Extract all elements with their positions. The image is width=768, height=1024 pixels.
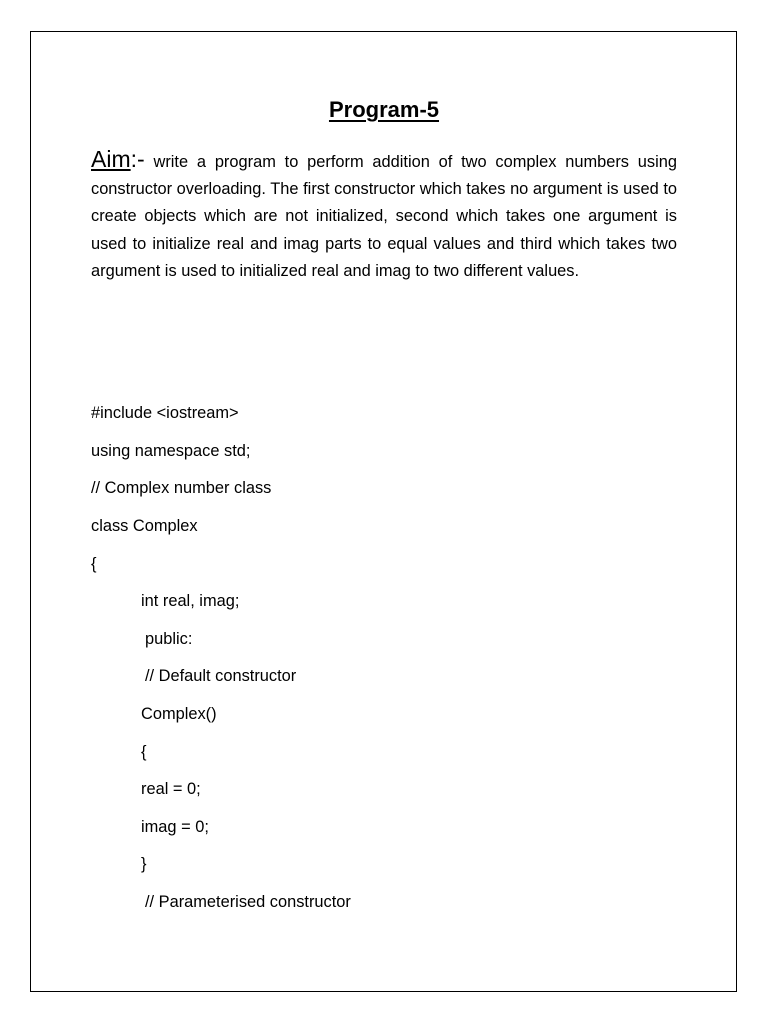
code-line-real-assign: real = 0; [141,780,201,798]
code-line-default-ctor: Complex() [141,705,217,723]
code-line-include: #include <iostream> [91,404,239,422]
code-line-namespace: using namespace std; [91,442,251,460]
code-line-members: int real, imag; [141,592,240,610]
code-line-class-comment: // Complex number class [91,479,272,497]
aim-separator: :- [130,146,145,172]
code-line-ctor-open-brace: { [141,743,147,761]
code-line-ctor-close-brace: } [141,855,147,873]
code-line-public: public: [145,630,193,648]
aim-paragraph [91,146,677,285]
program-title: Program-5 [328,97,440,122]
aim-label: Aim [91,146,131,172]
code-line-default-comment: // Default constructor [145,667,297,685]
code-line-param-comment: // Parameterised constructor [145,893,351,911]
aim-text: write a program to perform addition of two complex numbers using constructor overloading. The first constructor which takes no argument is used to create objects which are not initialized, second which takes one argument is used to initialize real and imag parts to equal values and third which takes two argument is used to initialized real and imag to two different values. [91,153,677,280]
code-line-class-open-brace: { [91,555,97,573]
code-line-imag-assign: imag = 0; [141,818,209,836]
code-line-class-decl: class Complex [91,517,198,535]
